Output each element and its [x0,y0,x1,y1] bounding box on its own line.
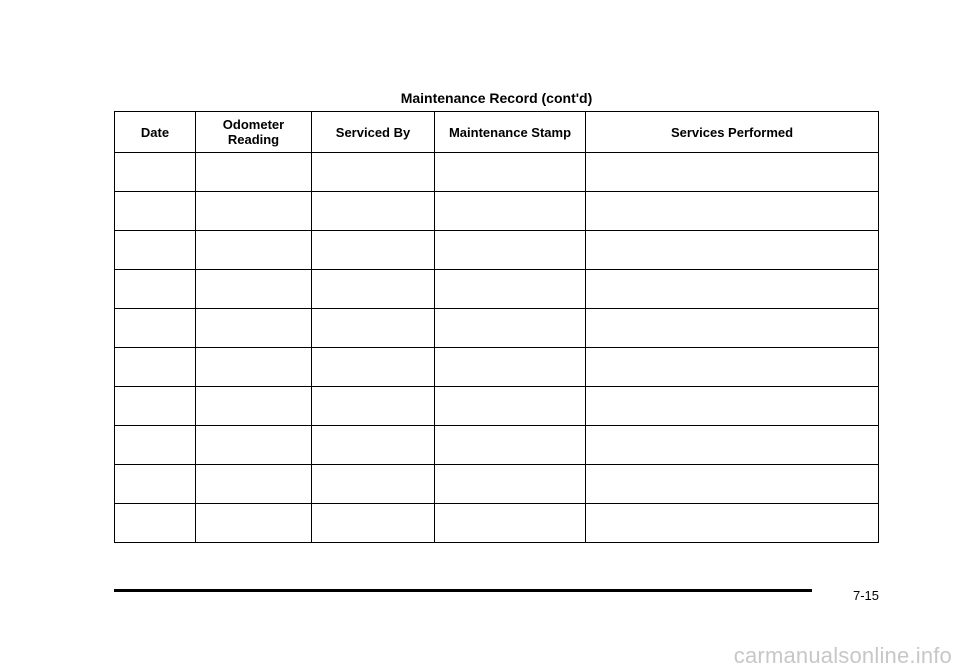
table-cell-date [115,153,196,192]
watermark: carmanualsonline.info [733,643,952,668]
maintenance-record-table [114,111,879,543]
table-cell-serviced-by [312,465,435,504]
table-cell-date [115,348,196,387]
table-cell-services-performed [586,504,879,543]
table-cell-date [115,270,196,309]
table-cell-serviced-by [312,231,435,270]
table-cell-services-performed [586,153,879,192]
column-header-date: Date [115,112,196,153]
table-cell-odometer-reading [196,426,312,465]
table-cell-services-performed [586,348,879,387]
table-cell-odometer-reading [196,348,312,387]
table-cell-serviced-by [312,387,435,426]
table-cell-serviced-by [312,192,435,231]
table-cell-odometer-reading [196,231,312,270]
table-cell-date [115,465,196,504]
table-cell-maintenance-stamp [435,426,586,465]
table-cell-odometer-reading [196,192,312,231]
table-row [115,231,879,270]
table-cell-services-performed [586,192,879,231]
table-cell-services-performed [586,270,879,309]
table-cell-services-performed [586,387,879,426]
table-row [115,348,879,387]
table-cell-maintenance-stamp [435,387,586,426]
table-cell-serviced-by [312,504,435,543]
table-cell-odometer-reading [196,153,312,192]
table-row [115,465,879,504]
table-cell-date [115,309,196,348]
table-cell-services-performed [586,465,879,504]
column-header-maintenance-stamp: Maintenance Stamp [435,112,586,153]
table-cell-odometer-reading [196,387,312,426]
table-row [115,426,879,465]
table-cell-date [115,192,196,231]
table-cell-date [115,504,196,543]
column-header-services-performed: Services Performed [586,112,879,153]
table-cell-odometer-reading [196,270,312,309]
table-cell-date [115,231,196,270]
table-row [115,270,879,309]
table-cell-odometer-reading [196,504,312,543]
column-header-odometer-reading: Odometer Reading [196,112,312,153]
column-header-serviced-by: Serviced By [312,112,435,153]
table-cell-maintenance-stamp [435,309,586,348]
table-cell-maintenance-stamp [435,153,586,192]
page-number: 7-15 [852,588,879,603]
table-cell-serviced-by [312,348,435,387]
table-row [115,309,879,348]
table-cell-maintenance-stamp [435,192,586,231]
page-title: Maintenance Record (cont'd) [400,90,593,106]
table-row [115,387,879,426]
table-cell-services-performed [586,231,879,270]
table-cell-maintenance-stamp [435,270,586,309]
table-cell-maintenance-stamp [435,231,586,270]
table-cell-serviced-by [312,270,435,309]
table-cell-maintenance-stamp [435,465,586,504]
table-cell-services-performed [586,426,879,465]
table-row [115,153,879,192]
footer-rule [114,589,812,592]
table-cell-serviced-by [312,153,435,192]
table-cell-date [115,426,196,465]
table-cell-serviced-by [312,426,435,465]
table-cell-maintenance-stamp [435,348,586,387]
table-cell-maintenance-stamp [435,504,586,543]
table-cell-odometer-reading [196,465,312,504]
table-header-row [115,112,879,153]
table-cell-odometer-reading [196,309,312,348]
table-cell-serviced-by [312,309,435,348]
table-body [115,153,879,543]
table-row [115,192,879,231]
table-row [115,504,879,543]
table-cell-services-performed [586,309,879,348]
table-cell-date [115,387,196,426]
